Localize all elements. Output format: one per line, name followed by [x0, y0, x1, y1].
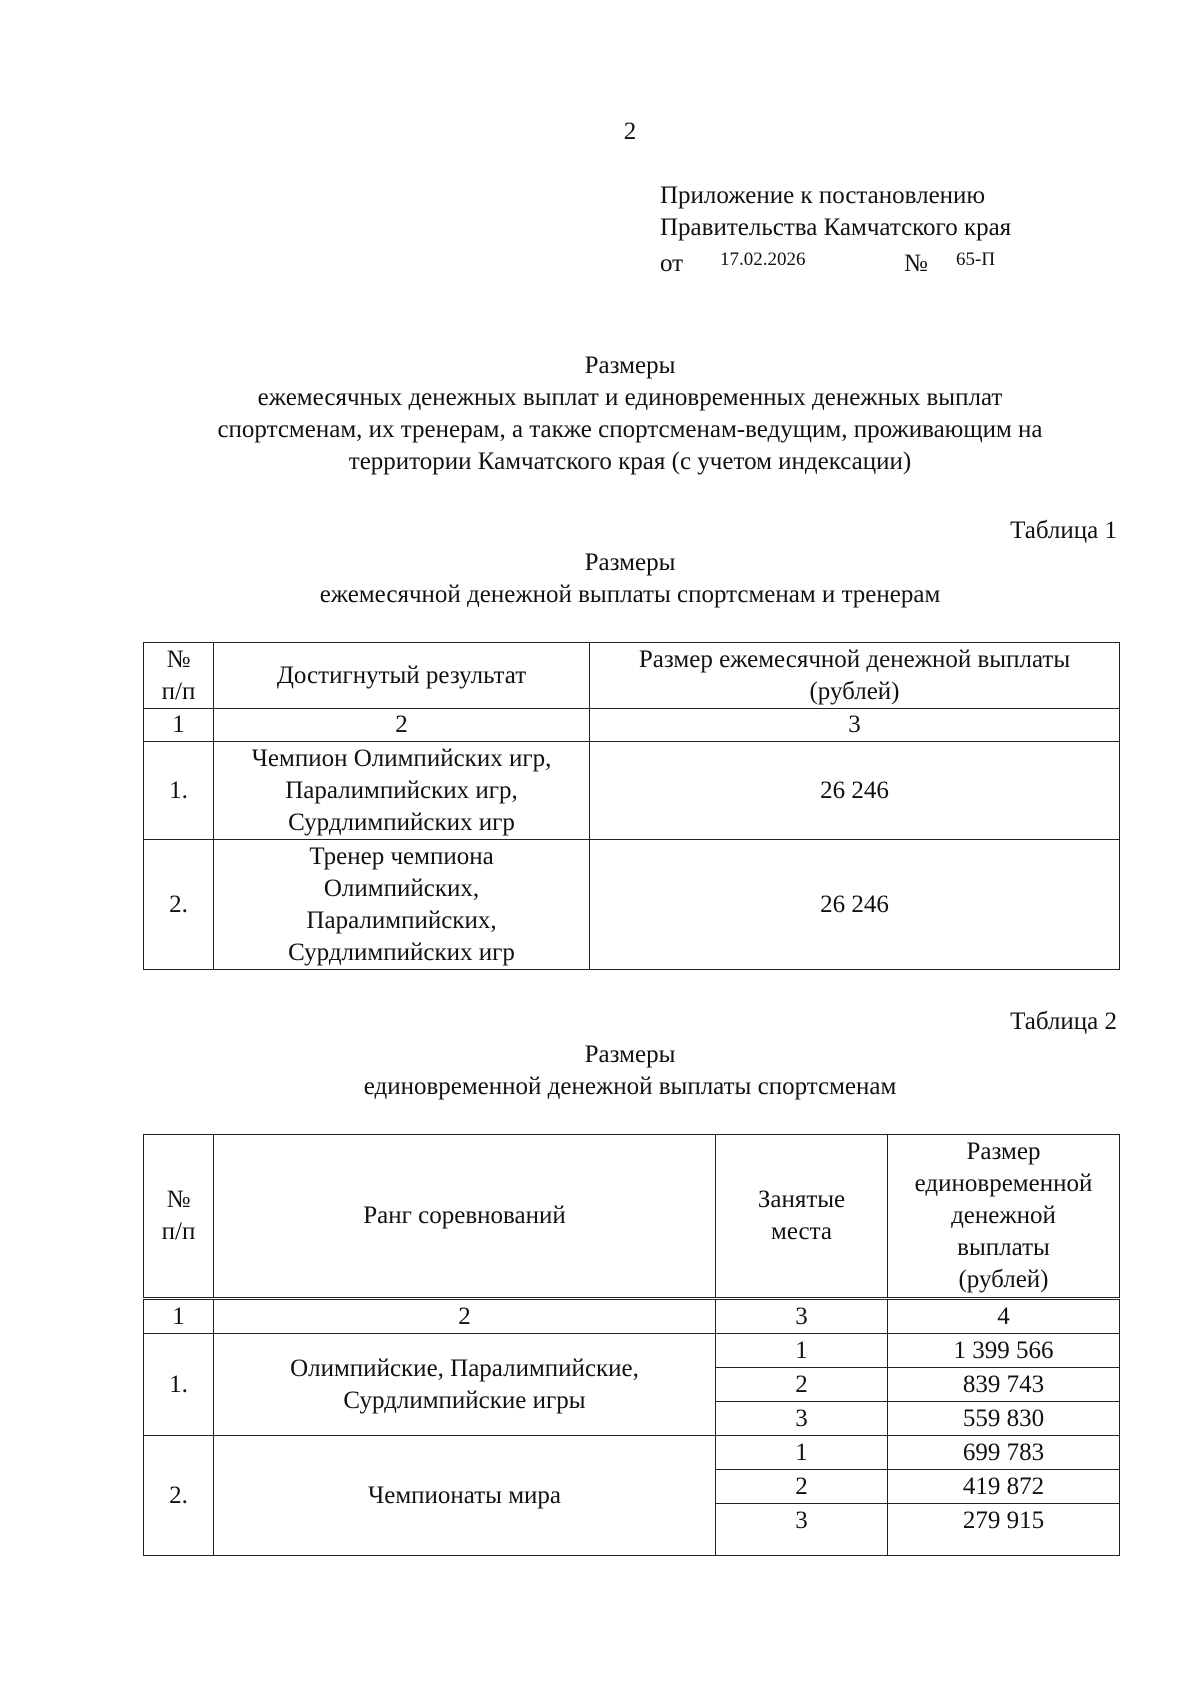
table2-label: Таблица 2	[1010, 1008, 1117, 1035]
table-row	[144, 742, 1120, 840]
table2-title-line-1: Размеры	[584, 1041, 676, 1068]
appendix-line-1: Приложение к постановлению	[660, 182, 986, 209]
appendix-line-2: Правительства Камчатского края	[660, 214, 1012, 241]
table2-row-rank	[214, 1436, 716, 1556]
table1-header-amount-line-2: (рублей)	[809, 677, 900, 705]
table1-row-num: 1.	[144, 742, 214, 840]
table1-row-result-line: Паралимпийских,	[306, 906, 497, 934]
table1-header-num	[144, 643, 214, 709]
table2-title-line-2: единовременной денежной выплаты спортсменам	[363, 1073, 897, 1100]
table1-colnum: 1	[144, 709, 214, 742]
table-row	[144, 1334, 1120, 1436]
table1-row-result	[214, 840, 590, 970]
table1-row-num: 2.	[144, 840, 214, 970]
main-title-line-3: спортсменам, их тренерам, а также спортсменам-ведущим, проживающим на	[217, 416, 1043, 443]
table1-row-amount: 26 246	[590, 840, 1120, 970]
table-row	[144, 1436, 1120, 1556]
table2-header-rank: Ранг соревнований	[214, 1135, 716, 1299]
table2-row-places	[716, 1436, 888, 1556]
table1-title-line-1: Размеры	[584, 549, 676, 576]
table1-header-row	[144, 643, 1120, 709]
table2-header-amount-line: Размер	[966, 1138, 1041, 1165]
table2-title	[140, 1039, 1120, 1103]
page-number: 2	[623, 118, 637, 145]
table2-header-row	[144, 1135, 1120, 1299]
main-title-line-1: Размеры	[584, 352, 676, 379]
table1-title-line-2: ежемесячной денежной выплаты спортсменам и тренерам	[319, 581, 941, 608]
decree-number: 65-П	[956, 249, 996, 270]
table2-colnum: 4	[888, 1299, 1120, 1334]
table1	[143, 642, 1120, 970]
table2-header-amount-line: (рублей)	[958, 1266, 1049, 1293]
table1-colnum-row	[144, 709, 1120, 742]
table1-label: Таблица 1	[1010, 517, 1117, 544]
table1-row-amount: 26 246	[590, 742, 1120, 840]
table2-place: 3	[795, 1405, 808, 1432]
table2-header-places-line-2: места	[771, 1218, 832, 1245]
main-title-line-4: территории Камчатского края (с учетом индексации)	[348, 448, 912, 475]
table1-colnum: 2	[214, 709, 590, 742]
table2-row-rank-line: Олимпийские, Паралимпийские,	[290, 1354, 639, 1382]
table2-amount: 839 743	[888, 1368, 1119, 1402]
table2-row-places	[716, 1334, 888, 1436]
table2-header-amount-line: денежной	[951, 1202, 1056, 1229]
table1-row-result-line: Сурдлимпийских игр	[288, 938, 515, 966]
table2-colnum: 3	[716, 1299, 888, 1334]
table2-place: 2	[716, 1368, 887, 1402]
table2-row-rank-line: Чемпионаты мира	[367, 1481, 562, 1509]
table1-row-result-line: Паралимпийских игр,	[285, 776, 518, 804]
table2-header-num	[144, 1135, 214, 1299]
table1-header-amount-line-1: Размер ежемесячной денежной выплаты	[638, 645, 1071, 673]
appendix-date-line	[660, 244, 1160, 276]
table2-row-amounts	[888, 1334, 1120, 1436]
table2-place: 3	[795, 1507, 808, 1534]
from-label: от	[660, 250, 684, 277]
table2-amount: 699 783	[888, 1436, 1119, 1470]
table2-amount: 1 399 566	[888, 1334, 1119, 1368]
table2-amount: 559 830	[962, 1405, 1045, 1432]
table2-place: 2	[716, 1470, 887, 1504]
table2-header-places-line-1: Занятые	[757, 1186, 846, 1213]
table2-colnum: 1	[144, 1299, 214, 1334]
table2-row-num: 2.	[144, 1436, 214, 1556]
table2-header-amount	[888, 1135, 1120, 1299]
table2-amount: 279 915	[962, 1507, 1045, 1534]
table1-header-result: Достигнутый результат	[214, 643, 590, 709]
main-title-line-2: ежемесячных денежных выплат и единовременных денежных выплат	[257, 384, 1003, 411]
table1-row-result-line: Сурдлимпийских игр	[288, 808, 515, 836]
table1-row-result-line: Олимпийских,	[323, 874, 480, 902]
table2-row-rank	[214, 1334, 716, 1436]
table2-row-amounts	[888, 1436, 1120, 1556]
table1-row-result-line: Чемпион Олимпийских игр,	[251, 744, 552, 772]
table2-amount: 419 872	[888, 1470, 1119, 1504]
table1-row-result-line: Тренер чемпиона	[309, 842, 494, 870]
number-label: №	[904, 250, 928, 277]
table2-colnum-row	[144, 1299, 1120, 1334]
table-row	[144, 840, 1120, 970]
table1-colnum: 3	[590, 709, 1120, 742]
table2-header-amount-line: выплаты	[957, 1234, 1050, 1261]
table2-row-rank-line: Сурдлимпийские игры	[343, 1386, 586, 1414]
decree-date: 17.02.2026	[720, 249, 806, 270]
table1-header-num-line-1: №	[166, 645, 191, 673]
table2-header-places	[716, 1135, 888, 1299]
table1-header-num-line-2: п/п	[161, 677, 196, 705]
table1-title	[140, 547, 1120, 611]
table2-place: 1	[716, 1436, 887, 1470]
table2	[143, 1134, 1120, 1556]
table1-header-amount	[590, 643, 1120, 709]
table2-header-num-line-2: п/п	[161, 1218, 196, 1245]
table2-header-amount-line: единовременной	[914, 1170, 1093, 1197]
table2-place: 1	[716, 1334, 887, 1368]
table1-row-result	[214, 742, 590, 840]
table2-header-num-line-1: №	[166, 1186, 191, 1213]
main-title	[140, 350, 1120, 478]
appendix-header	[660, 180, 1160, 276]
table2-row-num: 1.	[144, 1334, 214, 1436]
table2-colnum: 2	[214, 1299, 716, 1334]
